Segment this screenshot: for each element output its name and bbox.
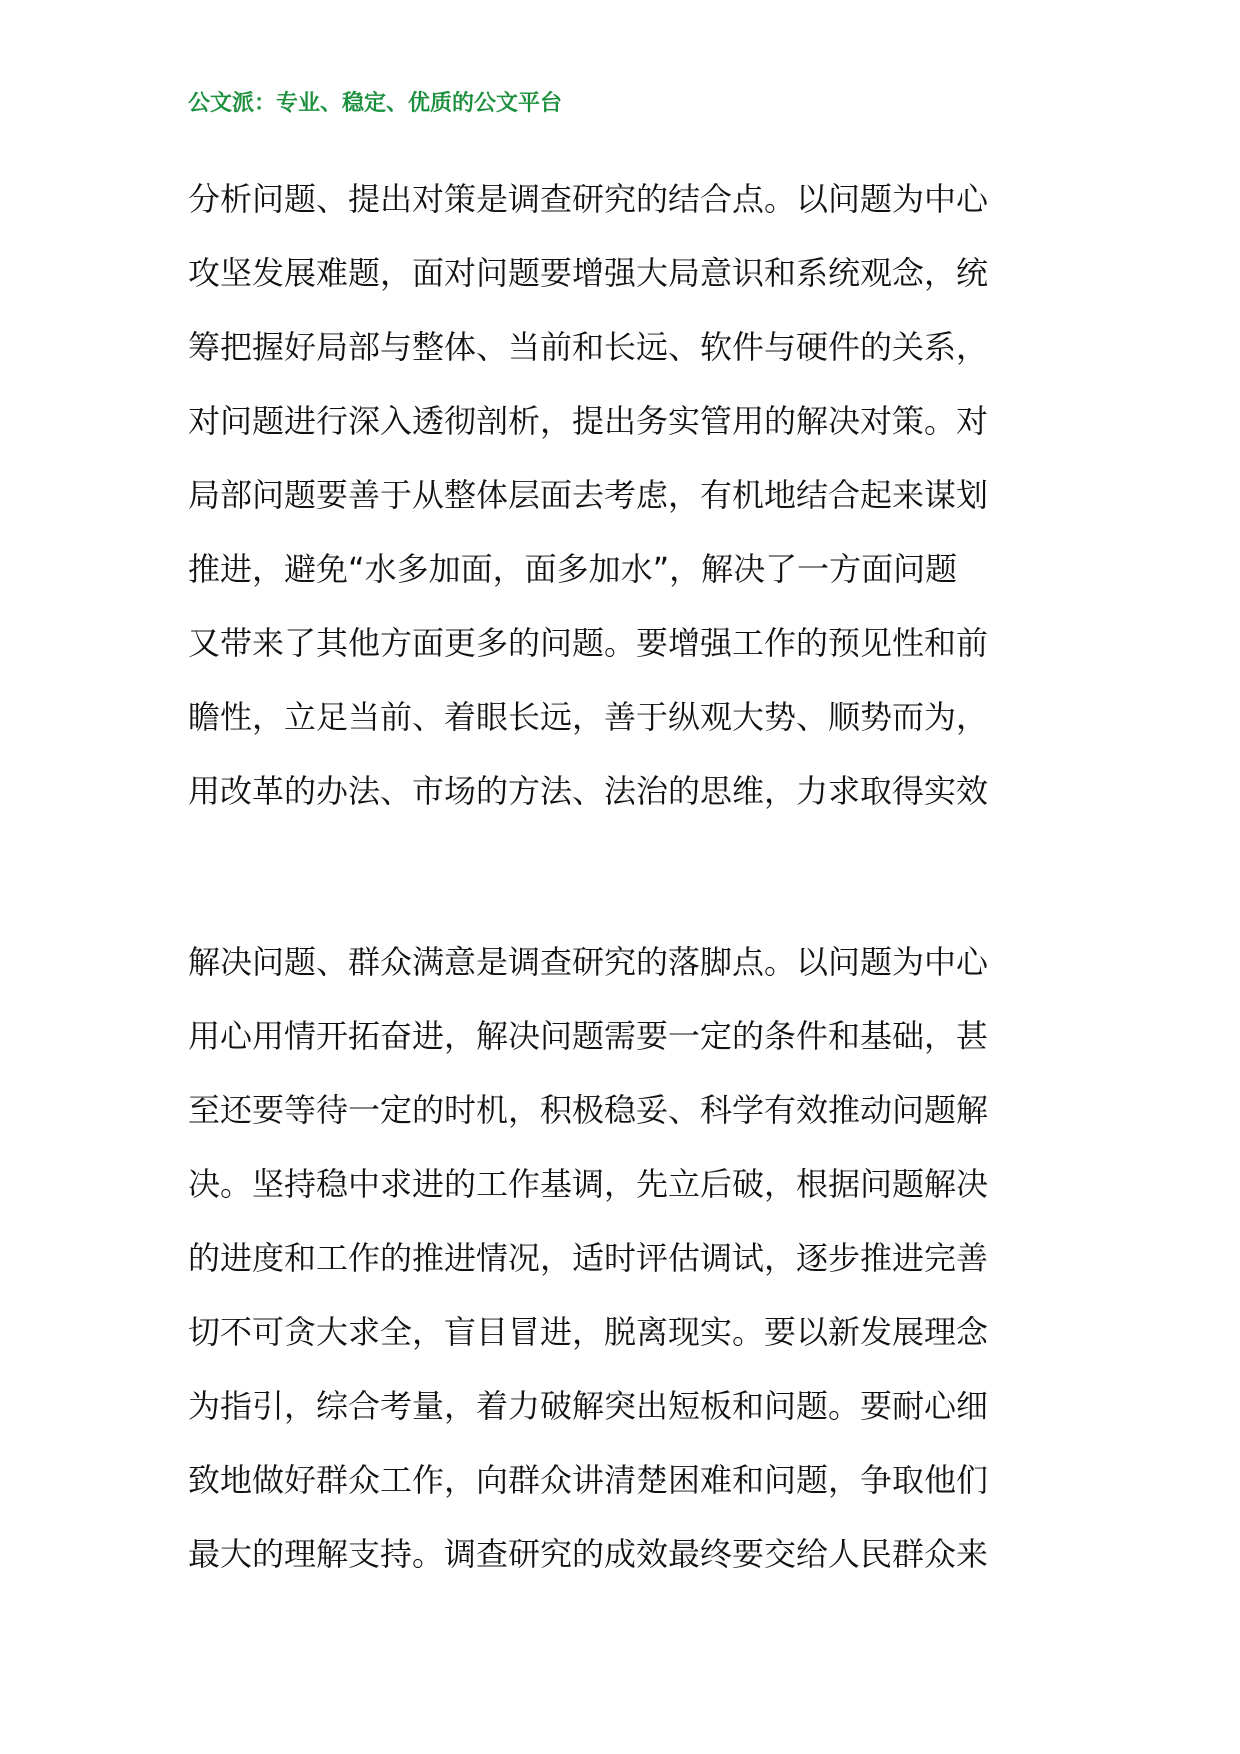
text-line: 攻坚发展难题，面对问题要增强大局意识和系统观念，统	[188, 254, 989, 292]
text-line: 分析问题、提出对策是调查研究的结合点。以问题为中心	[188, 180, 989, 218]
header-title: 公文派：专业、稳定、优质的公文平台	[188, 91, 563, 116]
text-line: 切不可贪大求全，盲目冒进，脱离现实。要以新发展理念	[188, 1313, 989, 1351]
text-line: 又带来了其他方面更多的问题。要增强工作的预见性和前	[188, 624, 989, 662]
text-line: 筹把握好局部与整体、当前和长远、软件与硬件的关系，	[188, 328, 989, 366]
text-line: 对问题进行深入透彻剖析，提出务实管用的解决对策。对	[188, 402, 989, 440]
text-line: 用改革的办法、市场的方法、法治的思维，力求取得实效	[188, 772, 989, 810]
paragraph-1	[188, 162, 1068, 828]
text-line: 决。坚持稳中求进的工作基调，先立后破，根据问题解决	[188, 1165, 989, 1203]
text-line: 最大的理解支持。调查研究的成效最终要交给人民群众来	[188, 1535, 989, 1573]
text-line: 致地做好群众工作，向群众讲清楚困难和问题，争取他们	[188, 1461, 989, 1499]
text-line: 为指引，综合考量，着力破解突出短板和问题。要耐心细	[188, 1387, 989, 1425]
text-line: 瞻性，立足当前、着眼长远，善于纵观大势、顺势而为，	[188, 698, 989, 736]
text-line: 的进度和工作的推进情况，适时评估调试，逐步推进完善	[188, 1239, 989, 1277]
text-line: 用心用情开拓奋进，解决问题需要一定的条件和基础，甚	[188, 1017, 989, 1055]
text-line: 推进，避免“水多加面，面多加水”，解决了一方面问题	[188, 550, 958, 588]
text-line: 至还要等待一定的时机，积极稳妥、科学有效推动问题解	[188, 1091, 989, 1129]
text-line: 局部问题要善于从整体层面去考虑，有机地结合起来谋划	[188, 476, 989, 514]
text-line: 解决问题、群众满意是调查研究的落脚点。以问题为中心	[188, 943, 989, 981]
paragraph-2	[188, 925, 1068, 1591]
